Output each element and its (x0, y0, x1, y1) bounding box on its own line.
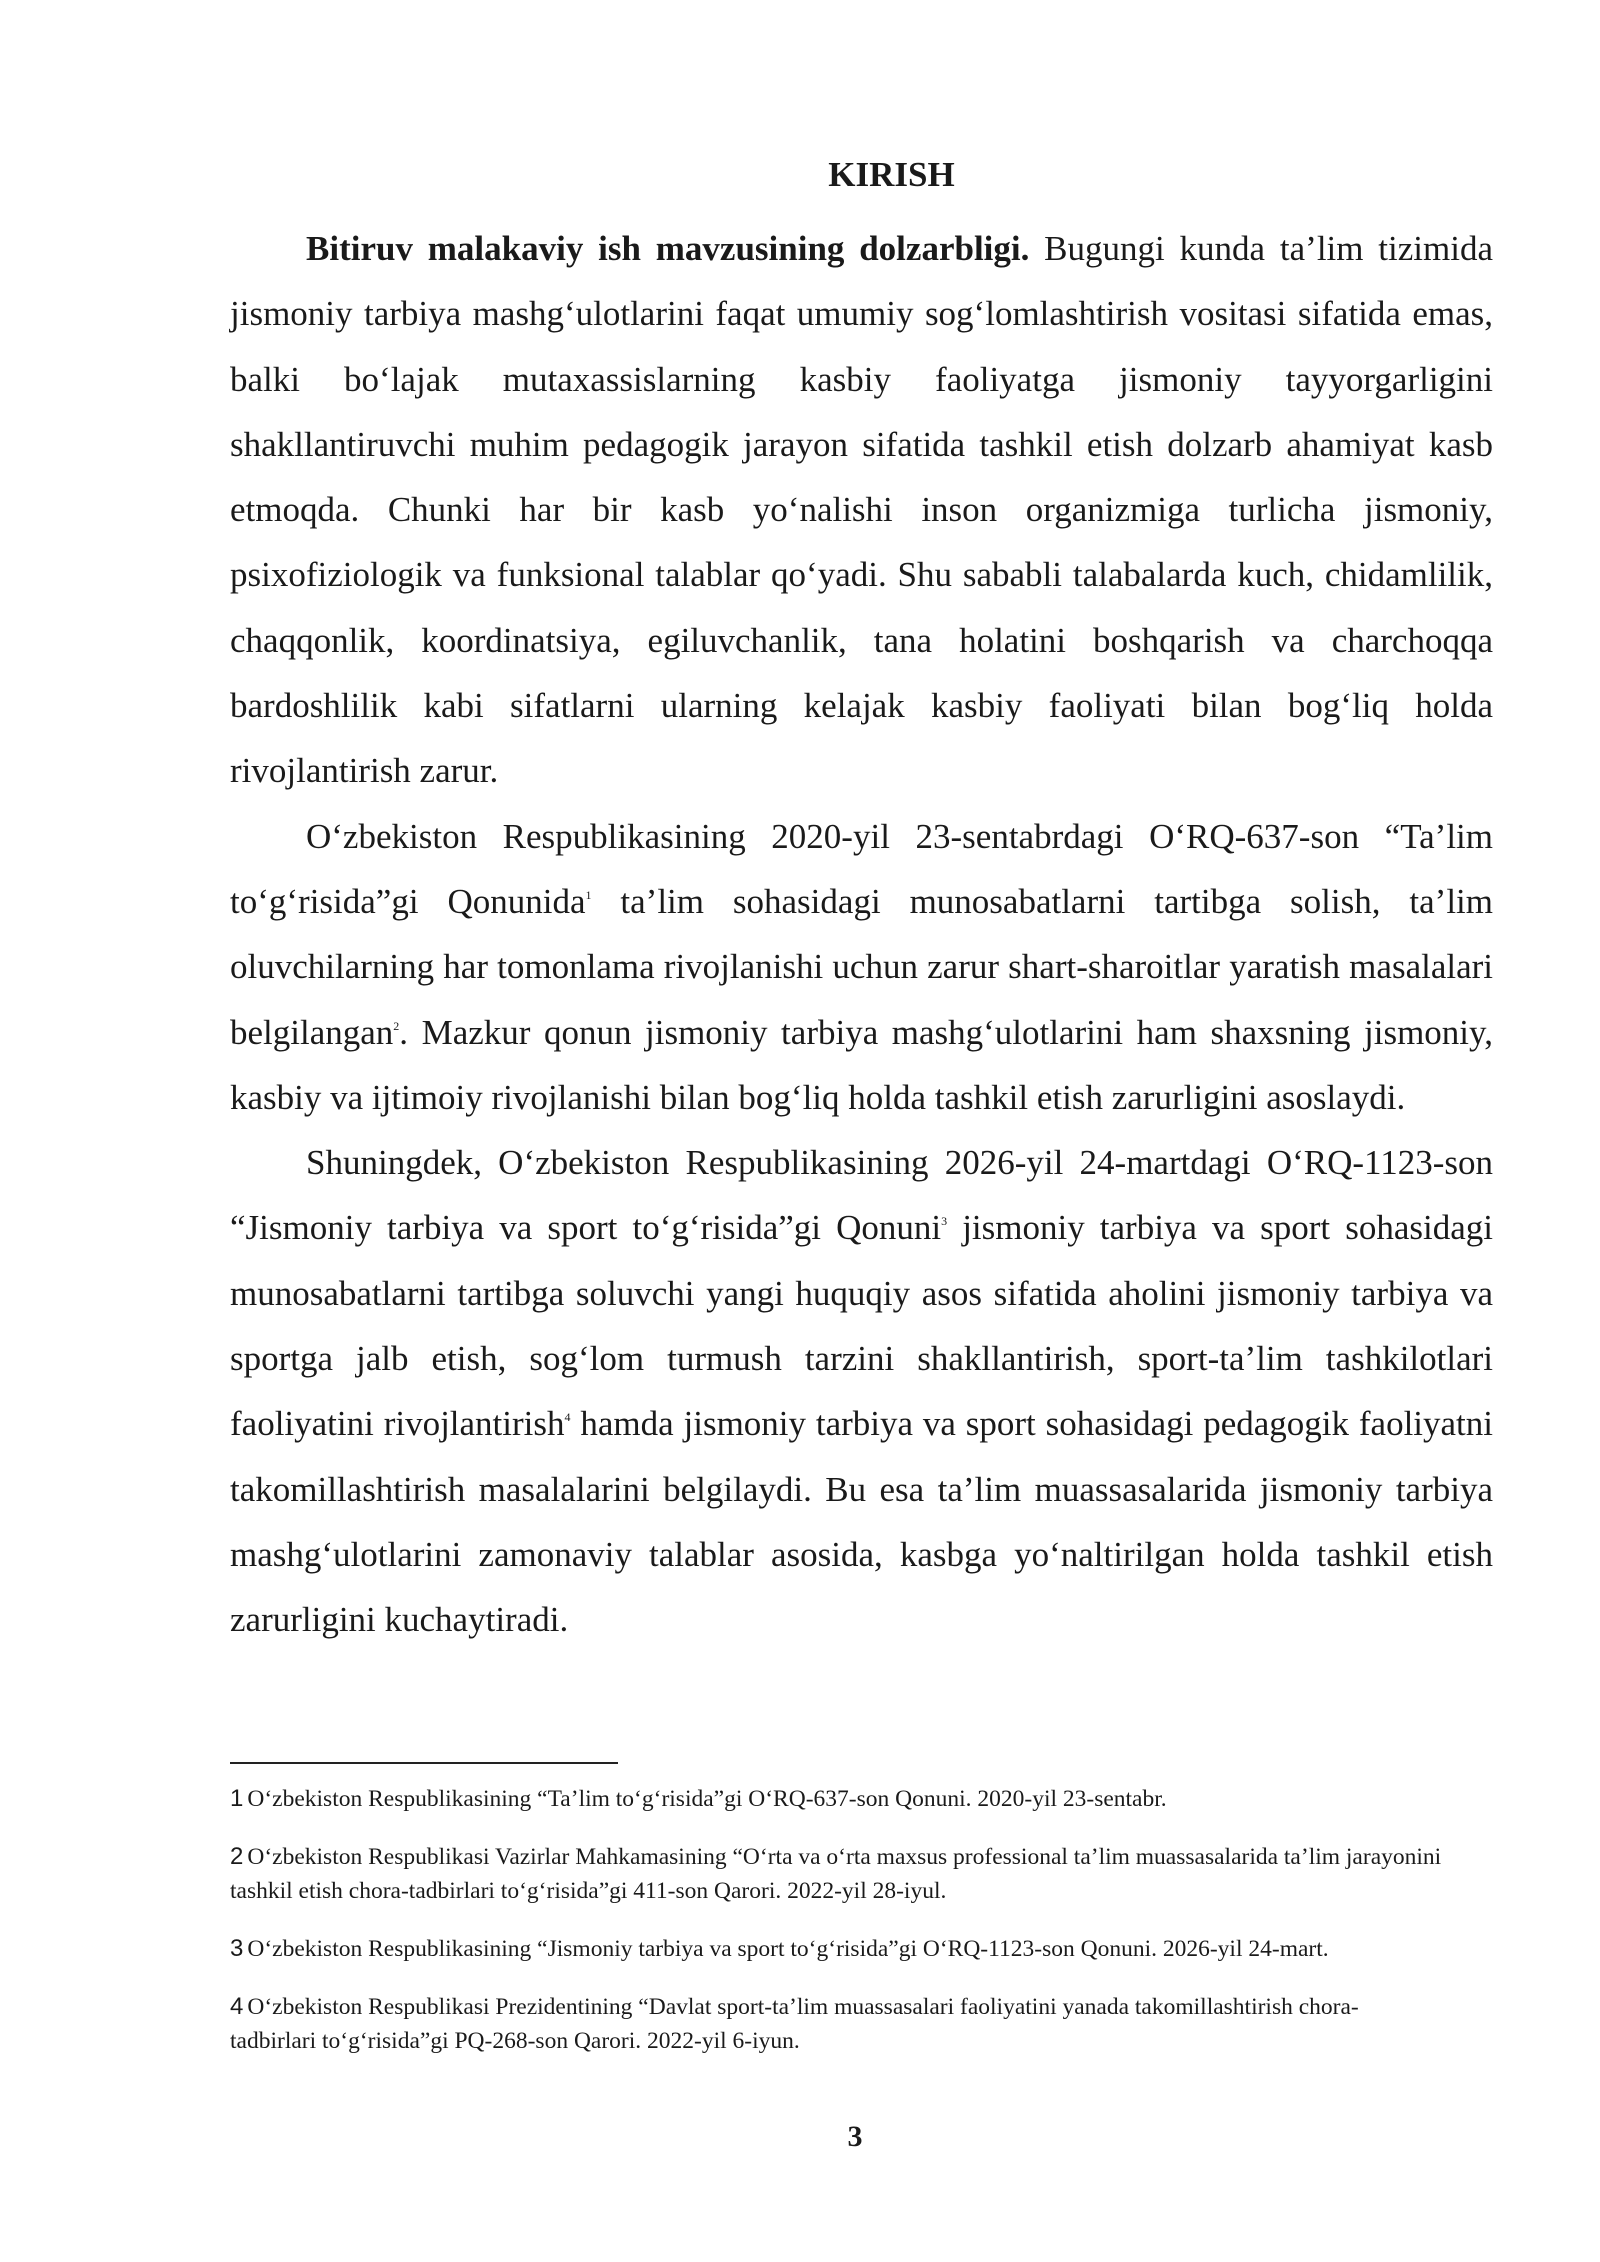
paragraph-relevance (230, 216, 1493, 804)
footnote-ref-4[interactable]: 4 (564, 1410, 571, 1425)
footnotes (230, 1762, 1493, 2082)
footnote-ref-2[interactable]: 2 (393, 1018, 400, 1033)
paragraph-sport-law (230, 1130, 1493, 1652)
footnote-separator (230, 1762, 618, 1764)
paragraph-education-law (230, 804, 1493, 1130)
footnote-2 (230, 1840, 1493, 1908)
footnote-ref-3[interactable]: 3 (941, 1214, 948, 1229)
footnote-number: 2 (230, 1843, 244, 1870)
footnote-text: O‘zbekiston Respublikasining “Ta’lim to‘g‘risida”gi O‘RQ-637-son Qonuni. 2020-yil 23-sentabr. (247, 1786, 1167, 1812)
footnote-text: O‘zbekiston Respublikasi Vazirlar Mahkamasining “O‘rta va o‘rta maxsus professional ta’lim muassasalarida ta’lim jarayonini tashkil etish chora-tadbirlari to‘g‘risida”gi 411-son Qarori. 2022-yil 28-iyul. (230, 1844, 1442, 1904)
footnote-1 (230, 1782, 1493, 1816)
footnote-ref-1[interactable]: 1 (585, 887, 592, 902)
footnote-number: 4 (230, 1993, 244, 2020)
footnote-number: 1 (230, 1785, 244, 1812)
document-body (230, 150, 1493, 1653)
paragraph-text: . Mazkur qonun jismoniy tarbiya mashg‘ulotlarini ham shaxsning jismoniy, kasbiy va ijtimoiy rivojlanishi bilan bog‘liq holda tashkil etish zarurligini asoslaydi. (230, 1012, 1493, 1117)
footnote-text: O‘zbekiston Respublikasining “Jismoniy tarbiya va sport to‘g‘risida”gi O‘RQ-1123-son Qonuni. 2026-yil 24-mart. (247, 1936, 1329, 1962)
footnote-4 (230, 1990, 1493, 2058)
footnote-text: O‘zbekiston Respublikasi Prezidentining “Davlat sport-ta’lim muassasalari faoliyatini yanada takomillashtirish chora-tadbirlari to‘g‘risida”gi PQ-268-son Qarori. 2022-yil 6-iyun. (230, 1994, 1359, 2054)
footnote-number: 3 (230, 1935, 244, 1962)
paragraph-text: Bugungi kunda ta’lim tizimida jismoniy tarbiya mashg‘ulotlarini faqat umumiy sog‘lomlashtirish vositasi sifatida emas, balki bo‘lajak mutaxassislarning kasbiy faoliyatga jismoniy tayyorgarligini shakllantiruvchi muhim pedagogik jarayon sifatida tashkil etish dolzarb ahamiyat kasb etmoqda. Chunki har bir kasb yo‘nalishi inson organizmiga turlicha jismoniy, psixofiziologik va funksional talablar qo‘yadi. Shu sababli talabalarda kuch, chidamlilik, chaqqonlik, koordinatsiya, egiluvchanlik, tana holatini boshqarish va charchoqqa bardoshlilik kabi sifatlarni ularning kelajak kasbiy faoliyati bilan bog‘liq holda rivojlantirish zarur. (230, 229, 1493, 791)
paragraph-text: Shuningdek, O‘zbekiston Respublikasining 2026-yil 24-martdagi O‘RQ-1123-son “Jismoniy tarbiya va sport to‘g‘risida”gi Qonuni (230, 1143, 1493, 1248)
paragraph-text: O‘zbekiston Respublikasining 2020-yil 23-sentabrdagi O‘RQ-637-son “Ta’lim to‘g‘risida”gi Qonunida (230, 816, 1493, 921)
section-heading: KIRISH (828, 155, 955, 194)
page-number: 3 (847, 2120, 863, 2153)
footnote-3 (230, 1932, 1493, 1966)
paragraph-text: jismoniy tarbiya va sport sohasidagi munosabatlarni tartibga soluvchi yangi huquqiy asos sifatida aholini jismoniy tarbiya va sportga jalb etish, sog‘lom turmush tarzini shakllantirish, sport-ta’lim tashkilotlari faoliyatini rivojlantirish (230, 1208, 1493, 1444)
paragraph-text: ta’lim sohasidagi munosabatlarni tartibga solish, ta’lim oluvchilarning har tomonlama rivojlanishi uchun zarur shart-sharoitlar yaratish masalalari belgilangan (230, 881, 1493, 1052)
paragraph-text: hamda jismoniy tarbiya va sport sohasidagi pedagogik faoliyatni takomillashtirish masalalarini belgilaydi. Bu esa ta’lim muassasalarida jismoniy tarbiya mashg‘ulotlarini zamonaviy talablar asosida, kasbga yo‘naltirilgan holda tashkil etish zarurligini kuchaytiradi. (230, 1404, 1493, 1640)
paragraph-lead: Bitiruv malakaviy ish mavzusining dolzarbligi. (306, 229, 1030, 268)
